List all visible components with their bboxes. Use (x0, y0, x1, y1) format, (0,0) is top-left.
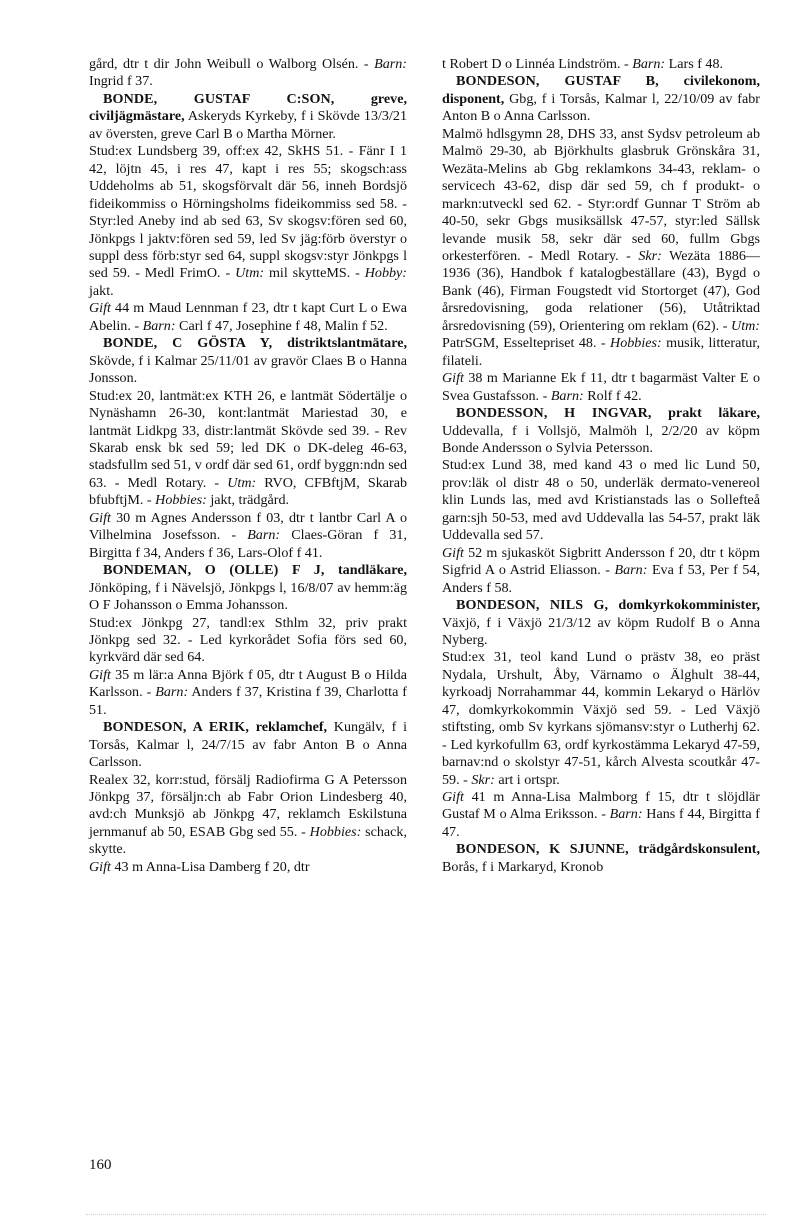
field-label: Barn: (247, 527, 281, 544)
entry-paragraph (89, 143, 407, 300)
field-label: Utm: (235, 265, 265, 282)
field-label: Utm: (227, 474, 257, 491)
field-label: Gift (89, 300, 111, 317)
entry-text: Askeryds Kyrkeby, f i Skövde 13/3/21 av översten, greve Carl B o Martha Mörner. (89, 108, 407, 142)
page-edge-line (86, 1214, 766, 1215)
entry-text: Stud:ex 31, teol kand Lund o prästv 38, eo präst Nydala, Urshult, Åby, Värnamo o Älghult 38-44, kyrkoadj Norrahammar 44, kommin Lekaryd o Härlöv 47, domkyrkokommin Växjö sed 59. - Led Växjö stiftsting, omb Sv kyrkans sjömansv:styr o Lutherhj 62. - Led kyrkofullm 63, ordf kyrkostämma Lekaryd 47-59, barnav:nd o skolstyr 47-51, kårch Alvesta scoutkår 47-59. - (442, 649, 760, 788)
field-label: Gift (442, 370, 464, 387)
entry-paragraph (89, 859, 407, 876)
field-label: Gift (442, 789, 464, 806)
left-column (89, 56, 407, 876)
field-label: Hobbies: (610, 335, 662, 352)
person-name: BONDE, GUSTAF C:SON, (103, 90, 335, 107)
entry-paragraph (442, 457, 760, 544)
entry-text: Skövde, f i Kalmar 25/11/01 av gravör Claes B o Hanna Jonsson. (89, 352, 407, 387)
entry-text (272, 335, 287, 351)
entry-text: Stud:ex Lundsberg 39, off:ex 42, SkHS 51. - Fänr I 1 42, löjtn 45, i res 47, kapt i res 55; skogsch:ass Uddeholms ab 51, skogsförvalt där 56, inneh Bordsjö fideikommiss o Hörningsholms fideikommiss sed 58. - Styr:led Aneby ind ab sed 63, Sv skogsv:fören sed 60, Jönkpgs l jaktv:fören sed 59, led Sv jäg:förb överstyr o suppl dess förb:styr sed 64, suppl skogsv:styr Jönkpgs l sed 59. - Medl FrimO. - (89, 143, 407, 282)
field-label: Hobbies: (155, 492, 207, 509)
person-title: greve, civiljägmästare, (89, 90, 407, 125)
entry-heading-paragraph (442, 841, 760, 876)
field-label: Hobby: (364, 265, 408, 282)
entry-text: art i ortspr. (494, 771, 560, 788)
entry-text: Eva f 53, Per f 54, Anders f 58. (442, 562, 760, 596)
entry-text: Gbg, f i Torsås, Kalmar l, 22/10/09 av fabr Anton B o Anna Carlsson. (442, 90, 760, 125)
field-label: Barn: (614, 562, 648, 579)
entry-heading-paragraph (89, 91, 407, 143)
entry-text: Borås, f i Markaryd, Kronob (442, 858, 604, 875)
entry-heading-paragraph (442, 597, 760, 649)
entry-paragraph (442, 126, 760, 370)
field-label: Gift (89, 666, 111, 683)
entry-paragraph (89, 300, 407, 335)
person-title: prakt läkare, (668, 405, 760, 422)
field-label: Utm: (731, 317, 760, 334)
entry-text: schack, skytte. (89, 823, 407, 858)
page-number: 160 (89, 1157, 112, 1173)
field-label: Gift (89, 509, 111, 526)
field-label: Barn: (632, 56, 666, 72)
entry-text: Stud:ex Jönkpg 27, tandl:ex Sthlm 32, priv prakt Jönkpg sed 32. - Led kyrkorådet Sofia förs sed 60, kyrkvärd där sed 64. (89, 614, 407, 666)
entry-text: Stud:ex Lund 38, med kand 43 o med lic Lund 50, prov:läk ol distr 48 o 50, underläk dermato-venereol klin Lunds las, med avd Kristianstads las o Sollefteå garn:sjh 50-53, med avd Uddevalla las 54-57, prakt läk Uddevalla sed 57. (442, 457, 760, 544)
entry-text: jakt, trädgård. (206, 492, 290, 509)
entry-text: Ingrid f 37. (89, 73, 153, 90)
entry-heading-paragraph (89, 562, 407, 614)
person-name: BONDESSON, H INGVAR, (456, 405, 652, 422)
entry-paragraph (442, 545, 760, 597)
entry-paragraph (89, 772, 407, 859)
entry-text: jakt. (89, 282, 114, 299)
person-title: distriktslantmätare, (287, 335, 407, 352)
entry-text (249, 719, 256, 735)
entry-text: mil skytteMS. - (264, 265, 365, 282)
entry-paragraph (89, 615, 407, 667)
entry-text: 30 m Agnes Andersson f 03, dtr t lantbr Carl A o Vilhelmina Josefsson. - (89, 509, 407, 544)
entry-paragraph (442, 370, 760, 405)
entry-text: Hans f 44, Birgitta f 47. (442, 806, 761, 840)
field-label: Barn: (550, 387, 584, 404)
field-label: Barn: (155, 684, 189, 701)
entry-text: Anders f 37, Kristina f 39, Charlotta f 51. (89, 684, 407, 718)
entry-text: Malmö hdlsgymn 28, DHS 33, anst Sydsv petroleum ab Malmö 29-30, ab Björkhults glasbruk Grönskåra 31, Wezäta-Melins ab Gbg reklamkons 34-43, reklam- o servicech 43-62, disp där sed 59, ch f produkt- o markn:utveckl sed 62. - Styr:ordf Gunnar T Ström ab 40-50, sekr Gbgs musiksällsk 47-57, styr:led Sällsk levande musik 58, sekr där sed 60, fullm Gbgs orkesterfören. - Medl Rotary. - (442, 125, 760, 264)
entry-text: Växjö, f i Växjö 21/3/12 av köpm Rudolf B o Anna Nyberg. (442, 614, 760, 648)
field-label: Barn: (609, 806, 643, 823)
person-name: BONDE, C GÖSTA Y, (103, 335, 273, 352)
entry-text (334, 91, 370, 107)
entry-text: t Robert D o Linnéa Lindström. - (442, 56, 633, 72)
entry-text: Claes-Göran f 31, Birgitta f 34, Anders f 36, Lars-Olof f 41. (89, 527, 407, 561)
entry-text: musik, litteratur, filateli. (442, 335, 760, 369)
entry-text: Stud:ex 20, lantmät:ex KTH 26, e lantmät Södertälje o Nynäshamn 26-30, kont:lantmät Mariestad 30, e lantmät Lidkpg 33, distr:lantmät Skövde sed 39. - Rev Skarab ensk bk sed 59; led DK o DK-deleg 46-63, stadsfullm sed 51, v ordf där sed 61, ordf byggn:ndn sed 63. - Medl Rotary. - (89, 387, 407, 491)
entry-text: 43 m Anna-Lisa Damberg f 20, dtr (110, 858, 310, 875)
entry-text: gård, dtr t dir John Weibull o Walborg Olsén. - (89, 56, 375, 72)
entry-paragraph (442, 56, 760, 73)
entry-text: Jönköping, f i Nävelsjö, Jönkpgs l, 16/8/07 av hemm:äg O F Johansson o Emma Johansson. (89, 579, 407, 614)
person-title: reklamchef, (255, 719, 328, 736)
entry-text: 35 m lär:a Anna Björk f 05, dtr t August B o Hilda Karlsson. - (89, 666, 407, 701)
field-label: Barn: (142, 317, 176, 334)
entry-text: PatrSGM, Esseltepriset 48. - (442, 335, 611, 352)
entry-heading-paragraph (89, 335, 407, 387)
entry-text (608, 597, 618, 613)
entry-paragraph (89, 667, 407, 719)
entry-text: RVO, CFBftjM, Skarab bfubftjM. - (89, 474, 407, 509)
field-label: Gift (442, 544, 464, 561)
entry-text: 41 m Anna-Lisa Malmborg f 15, dtr t slöjdlär Gustaf M o Alma Eriksson. - (442, 789, 760, 823)
field-label: Barn: (374, 56, 407, 72)
field-label: Skr: (638, 247, 662, 264)
entry-text: 44 m Maud Lennman f 23, dtr t kapt Curt L o Ewa Abelin. - (89, 300, 407, 334)
person-title: civilekonom, disponent, (442, 73, 760, 107)
person-title: trädgårdskonsulent, (638, 841, 760, 858)
person-title: tandläkare, (337, 562, 407, 579)
entry-text: Wezäta 1886—1936 (36), Handbok f katalogbeställare (43), Bygd o Bank (46), Firman Fougstedt vid Stortorget (47), God årsredovisning, goda relationer (56), Utåtriktad årsredovisning (59), Orientering om reklam (62). - (442, 247, 760, 334)
entry-text (629, 841, 638, 857)
field-label: Gift (89, 858, 111, 875)
entry-heading-paragraph (442, 73, 760, 125)
entry-paragraph (442, 649, 760, 789)
person-title: domkyrkokomminister, (618, 597, 760, 614)
entry-text: Kungälv, f i Torsås, Kalmar l, 24/7/15 av fabr Anton B o Anna Carlsson. (89, 719, 407, 771)
entry-paragraph (89, 56, 407, 91)
person-name: BONDESON, NILS G, (456, 597, 609, 614)
right-column (442, 56, 760, 876)
entry-text: Rolf f 42. (583, 387, 642, 404)
person-name: BONDESON, GUSTAF B, (456, 73, 659, 90)
entry-text: Lars f 48. (665, 56, 724, 72)
entry-text (659, 73, 684, 89)
person-name: BONDESON, K SJUNNE, (456, 841, 629, 858)
entry-heading-paragraph (442, 405, 760, 457)
person-name: BONDESON, A ERIK, (103, 719, 249, 736)
entry-paragraph (89, 510, 407, 562)
entry-text: 52 m sjukasköt Sigbritt Andersson f 20, dtr t köpm Sigfrid A o Astrid Eliasson. - (442, 544, 760, 579)
entry-text: 38 m Marianne Ek f 11, dtr t bagarmäst Valter E o Svea Gustafsson. - (442, 370, 760, 404)
field-label: Skr: (471, 771, 495, 788)
entry-paragraph (89, 388, 407, 510)
field-label: Hobbies: (309, 823, 362, 840)
entry-text: Uddevalla, f i Vollsjö, Malmöh l, 2/2/20 av köpm Bonde Andersson o Sylvia Petersson. (442, 422, 760, 456)
entry-heading-paragraph (89, 719, 407, 771)
entry-text (325, 562, 338, 578)
entry-text: Carl f 47, Josephine f 48, Malin f 52. (175, 317, 388, 334)
entry-text: Realex 32, korr:stud, försälj Radiofirma G A Petersson Jönkpg 37, försäljn:ch ab Fabr Orion Lindesberg 40, avd:ch Munksjö ab Jönkpg 47, reklamch Eskilstuna jernmanuf ab 50, ESAB Gbg sed 55. - (89, 771, 407, 840)
entry-paragraph (442, 789, 760, 841)
person-name: BONDEMAN, O (OLLE) F J, (103, 562, 325, 579)
entry-text (651, 405, 668, 421)
